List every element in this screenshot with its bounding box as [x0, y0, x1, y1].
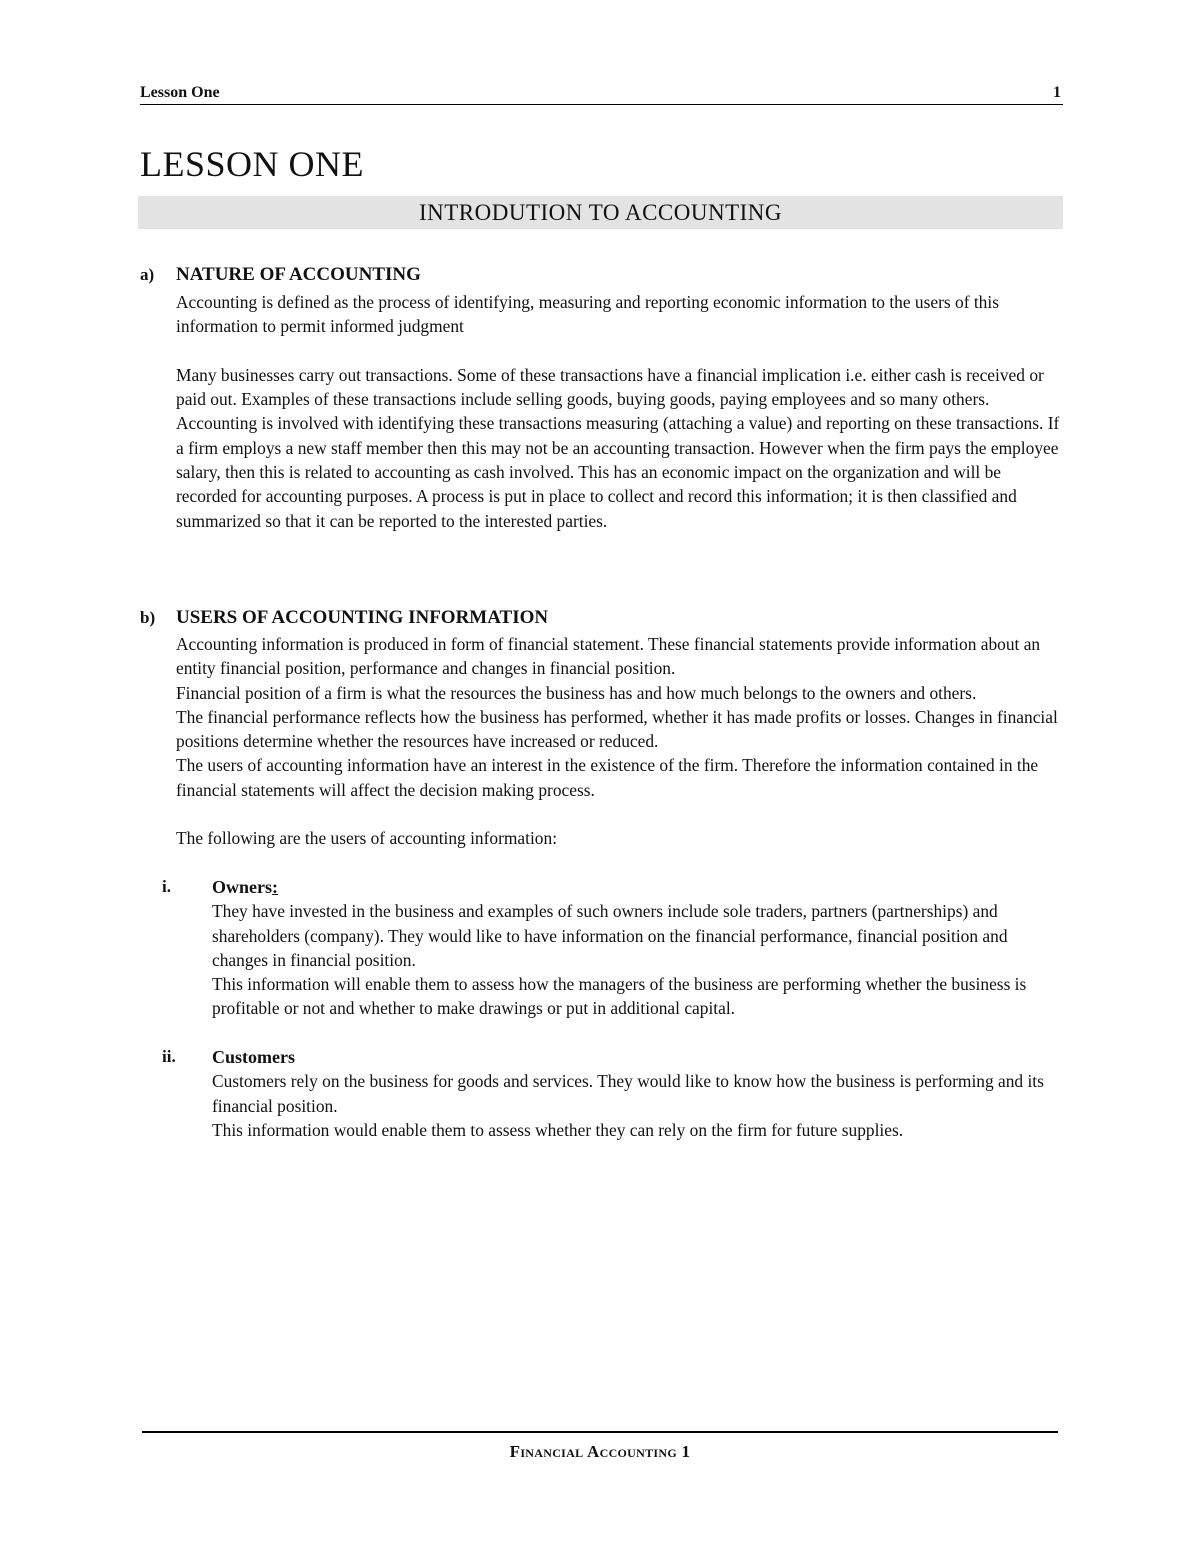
chapter-title-band: [138, 196, 1063, 229]
user-item-title-text: Customers: [212, 1047, 295, 1067]
user-item-body: [212, 899, 1066, 1020]
paragraph: Accounting is defined as the process of identifying, measuring and reporting economic information to the users of this information to permit informed judgment: [176, 292, 999, 337]
paragraph: Customers rely on the business for goods and services. They would like to know how the business is performing and its financial position.: [212, 1071, 1044, 1116]
user-item-title-suffix: :: [272, 877, 278, 897]
section-body-users: [176, 632, 1066, 851]
section-marker: a): [140, 265, 155, 284]
user-item-body: [212, 1069, 1066, 1142]
paragraph: The users of accounting information have an interest in the existence of the firm. Therefore the information contained in the financial statements will affect the decision making process.: [176, 755, 1039, 800]
lesson-title: LESSON ONE: [140, 144, 365, 184]
section-title: NATURE OF ACCOUNTING: [176, 264, 421, 285]
paragraph: This information would enable them to assess whether they can rely on the firm for future supplies.: [212, 1119, 904, 1140]
user-item-title-text: Owners: [212, 877, 272, 897]
user-item-title: [212, 875, 278, 899]
section-title: USERS OF ACCOUNTING INFORMATION: [176, 607, 549, 628]
paragraph: This information will enable them to assess how the managers of the business are performing whether the business is profitable or not and whether to make drawings or put in additional capital.: [212, 974, 1027, 1019]
section-body-nature: [176, 290, 1066, 533]
paragraph: Accounting information is produced in form of financial statement. These financial statements provide information about an entity financial position, performance and changes in financial position.: [176, 634, 1041, 679]
running-footer: [142, 1431, 1058, 1462]
paragraph: The following are the users of accounting information:: [176, 828, 558, 849]
section-marker: b): [140, 608, 156, 627]
header-lesson-label: Lesson One: [140, 84, 220, 101]
user-item-number: i.: [162, 877, 171, 896]
paragraph: Financial position of a firm is what the resources the business has and how much belongs to the owners and others.: [176, 682, 977, 703]
user-item-title: [212, 1045, 295, 1069]
page-number: 1: [1053, 84, 1061, 101]
chapter-title: INTRODUTION TO ACCOUNTING: [418, 200, 783, 225]
paragraph: Accounting is involved with identifying these transactions measuring (attaching a value) and reporting on these transactions. If a firm employs a new staff member then this may not be an accounting transaction. However when the firm pays the employee salary, then this is related to accounting as cash involved. This has an economic impact on the organization and will be recorded for accounting purposes. A process is put in place to collect and record this information; it is then classified and summarized so that it can be reported to the interested parties.: [176, 413, 1060, 531]
paragraph: The financial performance reflects how the business has performed, whether it has made profits or losses. Changes in financial positions determine whether the resources have increased or reduced.: [176, 706, 1058, 752]
paragraph: They have invested in the business and examples of such owners include sole traders, partners (partnerships) and shareholders (company). They would like to have information on the financial performance, financial position and changes in financial position.: [212, 901, 1008, 970]
footer-course-title: Financial Accounting 1: [509, 1442, 691, 1461]
paragraph: Many businesses carry out transactions. Some of these transactions have a financial implication i.e. either cash is received or paid out. Examples of these transactions include selling goods, buying goods, paying employees and so many others.: [176, 364, 1044, 410]
user-item-number: ii.: [162, 1047, 176, 1066]
running-header: [140, 84, 1063, 105]
